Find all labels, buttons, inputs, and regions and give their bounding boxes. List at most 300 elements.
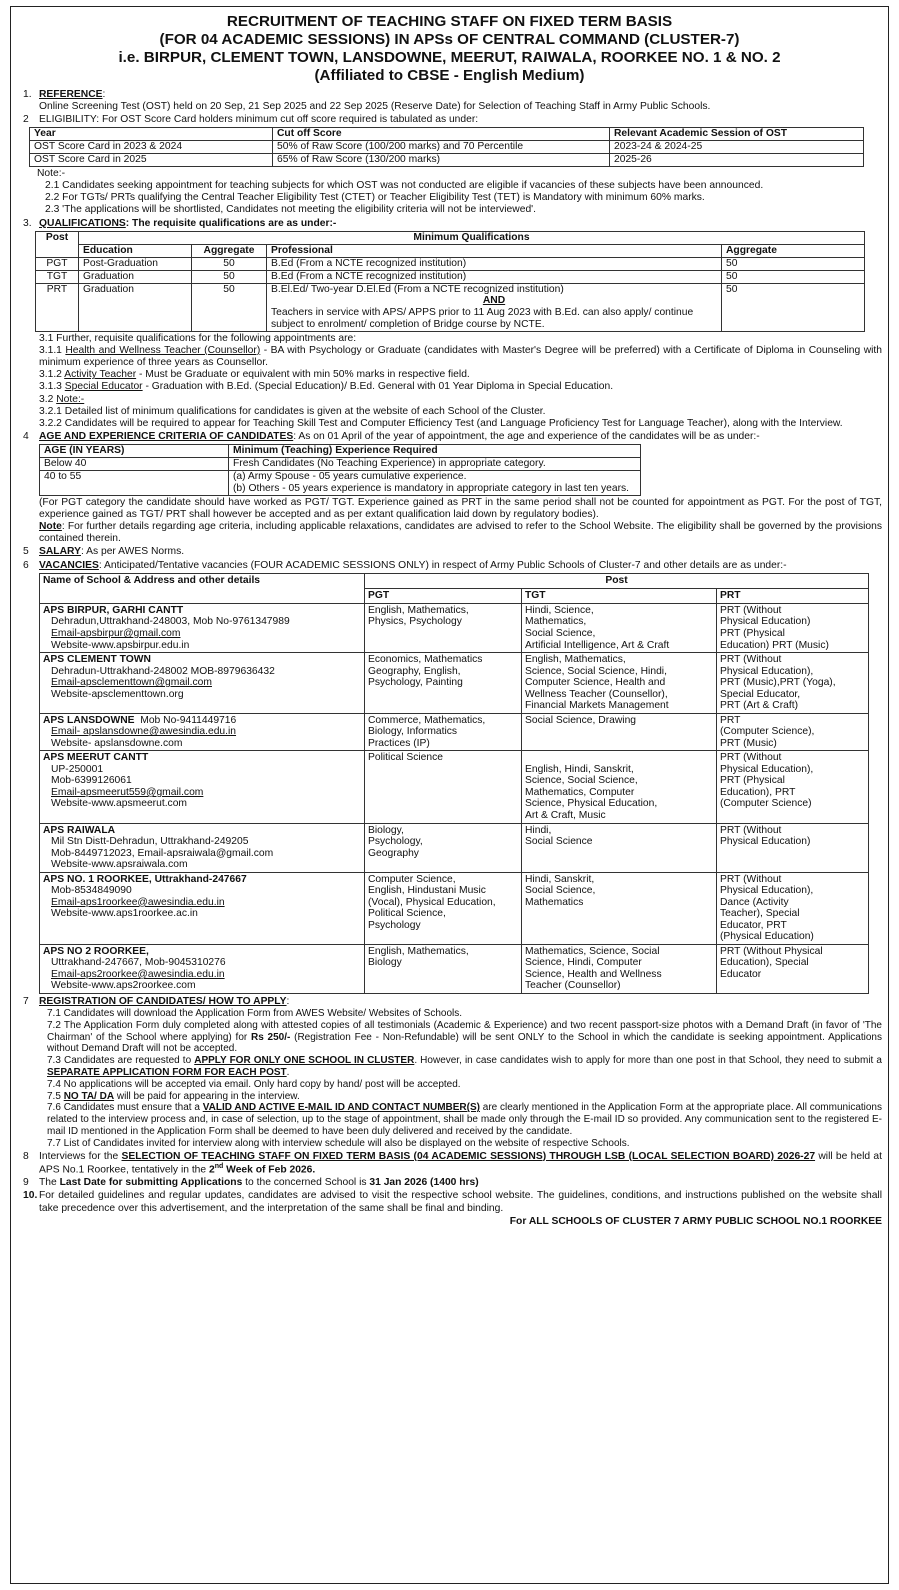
prt-subject-line: Physical Education), (720, 885, 814, 897)
cell: 50 (192, 257, 267, 270)
prt-subject-line: Physical Education), (720, 763, 814, 775)
pgt-subject-line: Political Science (368, 752, 443, 764)
tgt-cell (522, 944, 717, 993)
prt-subject-line: Education) PRT (Music) (720, 639, 829, 651)
table-row (40, 471, 641, 496)
eligibility-notes (17, 168, 882, 217)
para-7-2 (47, 1020, 882, 1055)
col-year: Year (30, 128, 273, 141)
prt-subject-line: Educator (720, 968, 762, 980)
no-ta-da: NO TA/ DA (63, 1090, 115, 1102)
age-heading: AGE AND EXPERIENCE CRITERIA OF CANDIDATES (39, 431, 294, 443)
prt-subject-line: PRT (Without (720, 654, 782, 666)
pgt-subject-line: Biology, (368, 824, 404, 836)
prt-subject-line: PRT (Without (720, 604, 782, 616)
section-number: 1. (23, 88, 32, 100)
cell (267, 283, 722, 331)
school-row (40, 872, 869, 944)
prt-subject-line: Teacher), Special (720, 908, 800, 920)
school-address: UP-250001 (51, 763, 104, 775)
prt-subject-line: PRT (Without (720, 752, 782, 764)
section-qualifications (17, 218, 882, 230)
cell: OST Score Card in 2025 (30, 154, 273, 167)
prt-subject-line: Dance (Activity (720, 896, 789, 908)
school-website: Website-apsclementtown.org (51, 688, 184, 700)
school-name-text: APS LANSDOWNE (43, 714, 135, 726)
col-aggregate-2: Aggregate (722, 244, 865, 257)
pgt-cell (365, 653, 522, 714)
last-date-value: 31 Jan 2026 (1400 hrs) (369, 1177, 479, 1189)
section-eligibility (17, 114, 882, 126)
tgt-subject-line: Science, Physical Education, (525, 798, 658, 810)
prt-professional: B.El.Ed/ Two-year D.El.Ed (From a NCTE recognized institution) (271, 283, 564, 295)
note-2-1: 2.1 Candidates seeking appointment for teaching subjects for which OST was not conducted are eligible if vacancies of these subjects have been announced. (45, 180, 764, 192)
col-session: Relevant Academic Session of OST (610, 128, 864, 141)
school-cell (40, 713, 365, 751)
text: will be paid for appearing in the interview. (114, 1090, 300, 1102)
pgt-subject-line: Biology (368, 957, 402, 969)
cell: B.Ed (From a NCTE recognized institution) (267, 270, 722, 283)
text: 7.2 The Application Form duly completed along with attested copies of all testimonials (Academic & Experience) and two recent passport-size photos with a Demand Draft (in favor of 'The Chairman' of the School where applying) for (47, 1019, 882, 1043)
email-emphasis: VALID AND ACTIVE E-MAIL ID AND CONTACT NUMBER(S) (202, 1102, 480, 1114)
pgt-cell (365, 944, 522, 993)
school-name (43, 654, 361, 666)
school-mobile: Mob No-9411449716 (134, 714, 237, 726)
tgt-subject-line: Social Science, Drawing (525, 714, 637, 726)
tgt-subject-line: Art & Craft, Music (525, 809, 606, 821)
para-3-2 (39, 394, 882, 406)
text: - BA with Psychology or Graduate (candidates with Master's Degree will be preferred) with a Certificate of Diploma in Counseling with minimum experience of three years as Counsellor. (39, 345, 883, 369)
table-row (36, 257, 865, 270)
col-professional: Professional (267, 244, 722, 257)
cell: Post-Graduation (79, 257, 192, 270)
cell: Graduation (79, 283, 192, 331)
cell: 2025-26 (610, 154, 864, 167)
pgt-subject-line: English, Mathematics, (368, 945, 469, 957)
school-address: Mob-6399126061 (51, 775, 132, 787)
tgt-subject-line: Computer Science, Health and (525, 677, 666, 689)
title-line-2: (FOR 04 ACADEMIC SESSIONS) IN APSs OF CENTRAL COMMAND (CLUSTER-7) (159, 30, 740, 48)
pgt-subject-line: (Vocal), Physical Education, (368, 896, 496, 908)
school-address: Mil Stn Distt-Dehradun, Uttrakhand-249205 (51, 836, 249, 848)
section-age-experience (17, 431, 882, 443)
prt-cell (717, 751, 869, 823)
section-number: 4 (23, 431, 29, 443)
tgt-subject-line (525, 752, 713, 764)
text: to the concerned School is (242, 1177, 370, 1189)
school-website: Website-www.aps1roorkee.ac.in (51, 908, 198, 920)
cell: 2023-24 & 2024-25 (610, 141, 864, 154)
title-line-4: (Affiliated to CBSE - English Medium) (314, 66, 585, 84)
tgt-subject-line: Science, Health and Wellness (525, 968, 662, 980)
school-name (43, 752, 361, 764)
section-number: 7 (23, 995, 29, 1007)
cutoff-table (29, 127, 864, 167)
school-address: Mob-8534849090 (51, 885, 132, 897)
school-name (43, 946, 361, 958)
age-table (39, 444, 641, 496)
cell: Below 40 (40, 458, 229, 471)
prt-subject-line: PRT (Music),PRT (Yoga), (720, 677, 836, 689)
tgt-cell (522, 872, 717, 944)
school-address: Uttrakhand-247667, Mob-9045310276 (51, 957, 226, 969)
pgt-subject-line: Political Science, (368, 908, 446, 920)
prt-subject-line: PRT (Art & Craft) (720, 700, 799, 712)
prt-cell (717, 823, 869, 872)
school-website: Website- apslansdowne.com (51, 737, 183, 749)
school-cell (40, 872, 365, 944)
pgt-cell (365, 713, 522, 751)
registration-paras (17, 1008, 882, 1150)
tgt-cell (522, 823, 717, 872)
prt-subject-line: PRT (720, 714, 741, 726)
text: - Graduation with B.Ed. (Special Education)/ B.Ed. General with 01 Year Diploma in Special Education. (142, 381, 614, 393)
section-salary (17, 546, 882, 558)
note-label: Note:- (37, 167, 66, 179)
school-address: Mob-8449712023, Email-apsraiwala@gmail.com (51, 847, 274, 859)
col-post: Post (365, 573, 869, 588)
school-name-text: APS MEERUT CANTT (43, 752, 149, 764)
section-registration (17, 996, 882, 1008)
salary-heading: SALARY (39, 546, 81, 558)
vacancies-text: : Anticipated/Tentative vacancies (FOUR ACADEMIC SESSIONS ONLY) in respect of Army Public Schools of Cluster-7 and other details are as under:- (98, 559, 787, 571)
prt-subject-line: PRT (Without Physical (720, 945, 823, 957)
title-line-3: i.e. BIRPUR, CLEMENT TOWN, LANSDOWNE, MEERUT, RAIWALA, ROORKEE NO. 1 & NO. 2 (118, 48, 781, 66)
section-number: 10. (23, 1190, 38, 1202)
school-cell (40, 944, 365, 993)
label: 3.1.1 (39, 345, 66, 357)
tgt-subject-line: Wellness Teacher (Counsellor), (525, 688, 668, 700)
prt-subject-line: PRT (Physical (720, 775, 785, 787)
pgt-subject-line: Computer Science, (368, 873, 456, 885)
note-2-2: 2.2 For TGTs/ PRTs qualifying the Central Teacher Eligibility Test (CTET) or Teacher Eligibility Test (TET) is Mandatory with minimum 60% marks. (45, 192, 705, 204)
text: 7.6 Candidates must ensure that a (47, 1102, 203, 1114)
pgt-subject-line: Economics, Mathematics (368, 654, 483, 666)
school-row (40, 603, 869, 652)
prt-subject-line: Physical Education) (720, 836, 811, 848)
tgt-subject-line: English, Hindi, Sanskrit, (525, 763, 634, 775)
separate-form-emphasis: SEPARATE APPLICATION FORM FOR EACH POST (47, 1067, 287, 1079)
school-email: Email-apsclementtown@gmail.com (51, 677, 212, 689)
week-suffix: nd (214, 1162, 224, 1170)
prt-subject-line: Special Educator, (720, 688, 801, 700)
school-website: Website-www.apsbirpur.edu.in (51, 639, 190, 651)
guidelines-text: For detailed guidelines and regular updates, candidates are advised to visit the respective school website. The guidelines, conditions, and instructions published on the website shall take precedence over this advertisement, and the interpretation of the same shall be final and binding. (39, 1190, 882, 1214)
prt-subject-line: Physical Education), (720, 665, 814, 677)
section-vacancies (17, 560, 882, 572)
cell: 50 (192, 283, 267, 331)
pgt-subject-line: Practices (IP) (368, 737, 430, 749)
tgt-subject-line: Teacher (Counsellor) (525, 980, 621, 992)
school-name-text: APS NO 2 ROORKEE, (43, 945, 149, 957)
section-reference (17, 89, 882, 113)
tgt-subject-line: Financial Markets Management (525, 700, 669, 712)
note-text: : For further details regarding age criteria, including applicable relaxations, candidates are advised to refer to the School Website. The eligibility shall be governed by the provisions contained therein. (39, 521, 882, 545)
col-tgt: TGT (522, 588, 717, 603)
tgt-subject-line: Mathematics, (525, 616, 587, 628)
section-number: 5 (23, 546, 29, 558)
cell: 50% of Raw Score (100/200 marks) and 70 Percentile (273, 141, 610, 154)
para-3-2-2: 3.2.2 Candidates will be required to appear for Teaching Skill Test and Computer Efficiency Test (and Language Proficiency Test for Language Teacher), along with the Interview. (39, 417, 843, 429)
pgt-subject-line: Psychology (368, 919, 421, 931)
text: 7.3 Candidates are requested to (47, 1055, 195, 1067)
school-row (40, 823, 869, 872)
school-website: Website-www.apsmeerut.com (51, 798, 188, 810)
label: 3.1.2 (39, 369, 65, 381)
para-3-1: 3.1 Further, requisite qualifications for the following appointments are: (39, 332, 357, 344)
col-cutoff: Cut off Score (273, 128, 610, 141)
school-name-text: APS NO. 1 ROORKEE, Uttrakhand-247667 (43, 873, 247, 885)
para-3-1-1 (39, 345, 882, 369)
table-row (36, 270, 865, 283)
col-education: Education (79, 244, 192, 257)
section-last-date (17, 1177, 882, 1189)
para-7-4: 7.4 No applications will be accepted via email. Only hard copy by hand/ post will be accepted. (47, 1078, 461, 1090)
tgt-subject-line: Social Science (525, 836, 593, 848)
pgt-cell (365, 751, 522, 823)
para-7-7: 7.7 List of Candidates invited for interview along with interview schedule will also be displayed on the website of respective Schools. (47, 1137, 630, 1149)
col-min-qualifications: Minimum Qualifications (79, 231, 865, 244)
school-cell (40, 823, 365, 872)
qualification-notes (17, 333, 882, 430)
school-email: Email- apslansdowne@awesindia.edu.in (51, 726, 237, 738)
col-post: Post (36, 231, 79, 257)
age-note (39, 521, 882, 545)
text: . However, in case candidates wish to apply for more than one post in that School, they need to submit a (414, 1055, 882, 1067)
school-email: Email-aps1roorkee@awesindia.edu.in (51, 896, 225, 908)
note-2-3: 2.3 'The applications will be shortlisted, Candidates not meeting the eligibility criteria will not be interviewed'. (45, 204, 536, 216)
cell: OST Score Card in 2023 & 2024 (30, 141, 273, 154)
school-cell (40, 603, 365, 652)
tgt-subject-line: Science, Social Science, Hindi, (525, 665, 667, 677)
pgt-cell (365, 872, 522, 944)
school-name (43, 605, 361, 617)
col-experience: Minimum (Teaching) Experience Required (229, 445, 641, 458)
qualifications-table (35, 231, 865, 332)
pgt-subject-line: Geography, English, (368, 665, 461, 677)
interview-emphasis: SELECTION OF TEACHING STAFF ON FIXED TERM BASIS (04 ACADEMIC SESSIONS) THROUGH LSB (LOCAL SELECTION BOARD) 2026-27 (121, 1150, 816, 1162)
cell (229, 471, 641, 496)
prt-subject-line: (Computer Science), (720, 726, 815, 738)
school-website: Website-www.aps2roorkee.com (51, 980, 196, 992)
note-label: Note (39, 521, 62, 533)
prt-cell (717, 603, 869, 652)
interview-date: Week of Feb 2026. (223, 1164, 316, 1176)
col-school: Name of School & Address and other details (40, 573, 365, 603)
text: Interviews for the (39, 1150, 122, 1162)
qualifications-heading: QUALIFICATIONS (39, 217, 126, 229)
col-prt: PRT (717, 588, 869, 603)
tgt-subject-line: English, Mathematics, (525, 654, 626, 666)
prt-cell (717, 944, 869, 993)
para-3-1-3 (39, 381, 882, 393)
qualifications-text: : The requisite qualifications are as under:- (125, 217, 337, 229)
cell: B.Ed (From a NCTE recognized institution) (267, 257, 722, 270)
fee-amount: Rs 250/- (250, 1031, 291, 1043)
pgt-subject-line: Psychology, (368, 836, 423, 848)
school-email: Email-aps2roorkee@awesindia.edu.in (51, 968, 225, 980)
school-row (40, 653, 869, 714)
school-name (43, 825, 361, 837)
prt-subject-line: PRT (Without (720, 824, 782, 836)
section-interviews (17, 1151, 882, 1177)
registration-heading: REGISTRATION OF CANDIDATES/ HOW TO APPLY (39, 995, 287, 1007)
section-number: 8 (23, 1150, 29, 1162)
para-7-1: 7.1 Candidates will download the Application Form from AWES Website/ Websites of Schools. (47, 1008, 463, 1020)
activity-teacher-heading: Activity Teacher (64, 369, 137, 381)
prt-subject-line: PRT (Without (720, 873, 782, 885)
para-7-3 (47, 1055, 882, 1079)
one-school-emphasis: APPLY FOR ONLY ONE SCHOOL IN CLUSTER (194, 1055, 415, 1067)
text: 7.5 (47, 1090, 64, 1102)
tgt-subject-line: Science, Social Science, (525, 775, 638, 787)
prt-and: AND (482, 295, 506, 307)
cell: 50 (192, 270, 267, 283)
note-heading: Note:- (56, 393, 85, 405)
last-date-label: Last Date for submitting Applications (59, 1177, 243, 1189)
prt-extra: Teachers in service with APS/ APPS prior to 11 Aug 2023 with B.Ed. can also apply/ continue subject to enrolment/ completion of Bridge course by NCTE. (271, 307, 694, 331)
footer-signature: For ALL SCHOOLS OF CLUSTER 7 ARMY PUBLIC SCHOOL NO.1 ROORKEE (509, 1215, 882, 1227)
age-paragraph: (For PGT category the candidate should have worked as PGT/ TGT. Experience gained as PRT in the same period shall not be counted for appointment as PGT. For the post of TGT, experience gained as TGT/ PRT shall however be accepted and as per extant qualification laid down by regulatory bodies). (39, 496, 882, 520)
cell: 65% of Raw Score (130/200 marks) (273, 154, 610, 167)
school-website: Website-www.apsraiwala.com (51, 859, 188, 871)
section-number: 6 (23, 559, 29, 571)
text: are clearly mentioned in the Application Form at the appropriate place. All communications related to the interview process and, in case of selection, up to the stage of appointment, shall be made only through the E-mail ID so provided. Any communication sent to the registered E-mail ID mentioned in the Application Form shall be deemed to have been duly delivered and received by the candidate. (47, 1102, 882, 1138)
col-pgt: PGT (365, 588, 522, 603)
advertisement-page (10, 6, 889, 1584)
pgt-subject-line: Psychology, Painting (368, 677, 463, 689)
para-7-6 (47, 1102, 882, 1137)
school-row (40, 713, 869, 751)
tgt-cell (522, 713, 717, 751)
prt-cell (717, 872, 869, 944)
pgt-subject-line: Physics, Psychology (368, 616, 462, 628)
pgt-subject-line: English, Mathematics, (368, 604, 469, 616)
cell: PGT (36, 257, 79, 270)
cell: 50 (722, 270, 865, 283)
school-name-text: APS CLEMENT TOWN (43, 654, 151, 666)
tgt-subject-line: Hindi, Sanskrit, (525, 873, 595, 885)
week-number: 2 (209, 1164, 215, 1176)
pgt-cell (365, 823, 522, 872)
school-address: Dehradun-Uttrakhand-248002 MOB-8979636432 (51, 665, 275, 677)
para-3-1-2 (39, 369, 882, 381)
text: The (39, 1177, 60, 1189)
text: . (286, 1067, 290, 1079)
cutoff-table-header (30, 128, 864, 141)
tgt-subject-line: Mathematics (525, 896, 584, 908)
advertisement-title (17, 13, 882, 85)
pgt-cell (365, 603, 522, 652)
cell: Graduation (79, 270, 192, 283)
eligibility-text: ELIGIBILITY: For OST Score Card holders minimum cut off score required is tabulated as under: (39, 114, 479, 126)
school-name (43, 715, 361, 727)
pgt-subject-line: Geography (368, 847, 419, 859)
school-address: Dehradun,Uttrakhand-248003, Mob No-9761347989 (51, 616, 290, 628)
school-email: Email-apsbirpur@gmail.com (51, 628, 181, 639)
text: - Must be Graduate or equivalent with min 50% marks in respective field. (136, 369, 470, 381)
counsellor-heading: Health and Wellness Teacher (Counsellor) (65, 345, 261, 357)
age-notes (17, 497, 882, 546)
prt-cell (717, 713, 869, 751)
col-age: AGE (IN YEARS) (40, 445, 229, 458)
prt-subject-line: PRT (Physical (720, 628, 785, 639)
tgt-subject-line: Hindi, Science, (525, 604, 594, 616)
exp-army-spouse: (a) Army Spouse - 05 years cumulative experience. (233, 471, 467, 483)
section-number: 3. (23, 217, 32, 229)
table-row (40, 458, 641, 471)
vacancies-heading: VACANCIES (39, 559, 99, 571)
tgt-subject-line: Mathematics, Science, Social (525, 945, 660, 957)
para-3-2-1: 3.2.1 Detailed list of minimum qualifications for candidates is given at the website of each School of the Cluster. (39, 405, 546, 417)
cell: 50 (722, 257, 865, 270)
tgt-cell (522, 653, 717, 714)
table-row (36, 283, 865, 331)
col-aggregate: Aggregate (192, 244, 267, 257)
cell: TGT (36, 270, 79, 283)
label: 3.2 (39, 393, 57, 405)
label: 3.1.3 (39, 381, 65, 393)
age-text: : As on 01 April of the year of appointment, the age and experience of the candidates will be as under:- (293, 431, 760, 443)
school-cell (40, 751, 365, 823)
salary-text: : As per AWES Norms. (80, 546, 185, 558)
tgt-subject-line: Hindi, (525, 824, 552, 836)
special-educator-heading: Special Educator (64, 381, 143, 393)
tgt-subject-line: Artificial Intelligence, Art & Craft (525, 639, 670, 651)
cell: 40 to 55 (40, 471, 229, 496)
school-row (40, 944, 869, 993)
school-name-text: APS BIRPUR, GARHI CANTT (43, 604, 184, 616)
school-cell (40, 653, 365, 714)
reference-text: Online Screening Test (OST) held on 20 Sep, 21 Sep 2025 and 22 Sep 2025 (Reserve Date) for Selection of Teaching Staff in Army Public Schools. (39, 100, 711, 112)
school-row (40, 751, 869, 823)
table-row (30, 154, 864, 167)
tgt-subject-line: Science, Hindi, Computer (525, 957, 642, 969)
pgt-subject-line: English, Hindustani Music (368, 885, 486, 897)
tgt-cell (522, 603, 717, 652)
title-line-1: RECRUITMENT OF TEACHING STAFF ON FIXED TERM BASIS (226, 13, 673, 30)
registration-colon: : (286, 995, 290, 1007)
school-name (43, 874, 361, 886)
prt-subject-line: PRT (Music) (720, 737, 777, 749)
reference-colon: : (102, 88, 106, 100)
reference-heading: REFERENCE (39, 88, 103, 100)
tgt-subject-line: Social Science, (525, 885, 596, 897)
section-guidelines (17, 1190, 882, 1214)
school-name-text: APS RAIWALA (43, 824, 116, 836)
pgt-subject-line: Commerce, Mathematics, (368, 714, 486, 726)
section-number: 9 (23, 1177, 29, 1189)
text: will be held at APS No.1 Roorkee, tentatively in the (39, 1150, 882, 1176)
school-email: Email-apsmeerut559@gmail.com (51, 786, 204, 798)
tgt-cell (522, 751, 717, 823)
table-row (30, 141, 864, 154)
prt-subject-line: (Computer Science) (720, 798, 812, 810)
exp-others: (b) Others - 05 years experience is mandatory in appropriate category in last ten years. (233, 482, 630, 494)
tgt-subject-line: Social Science, (525, 628, 596, 639)
prt-subject-line: (Physical Education) (720, 931, 814, 943)
vacancies-table (39, 573, 869, 994)
pgt-subject-line: Biology, Informatics (368, 726, 458, 738)
cell: PRT (36, 283, 79, 331)
cell: Fresh Candidates (No Teaching Experience) in appropriate category. (229, 458, 641, 471)
prt-cell (717, 653, 869, 714)
prt-subject-line: Educator, PRT (720, 919, 787, 931)
cell: 50 (722, 283, 865, 331)
prt-subject-line: Education), Special (720, 957, 809, 969)
prt-subject-line: Education), PRT (720, 786, 796, 798)
vacancies-body (40, 603, 869, 993)
